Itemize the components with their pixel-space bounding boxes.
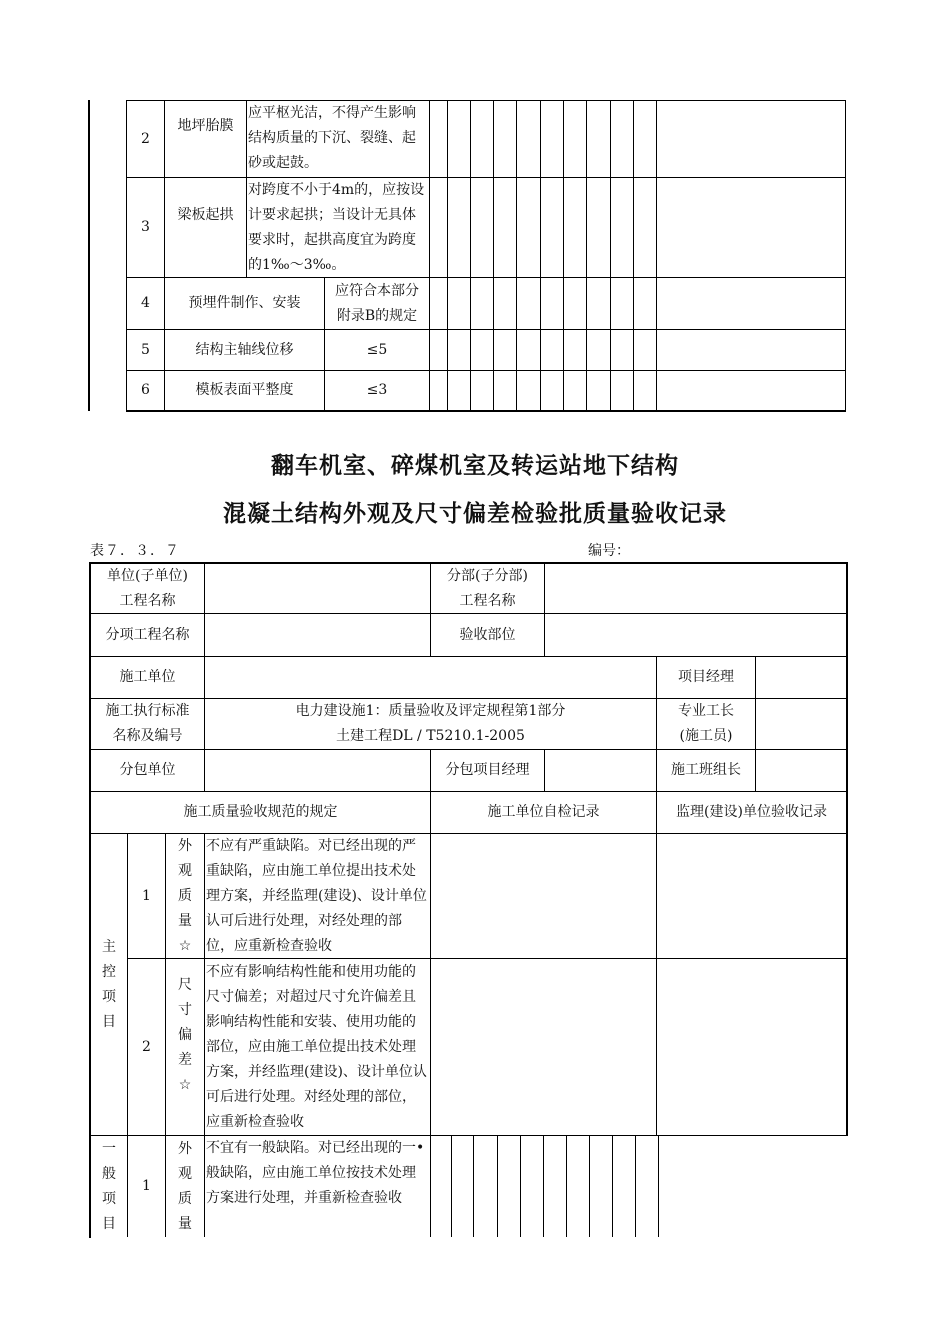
row-item: 模板表面平整度 (195, 382, 294, 398)
row-no: 3 (141, 219, 150, 235)
name-char: 量 (178, 912, 192, 929)
group-char: 般 (102, 1165, 116, 1182)
general-item-name (166, 1136, 204, 1237)
main-item-self-check[interactable] (431, 959, 656, 1135)
unit-project-label-line-1: 单位(子单位) (107, 567, 188, 584)
main-item-supervision[interactable] (657, 834, 846, 958)
subcontract-pm-label: 分包项目经理 (445, 762, 530, 778)
row-requirement: ≤3 (366, 382, 388, 398)
construction-unit-value[interactable] (205, 657, 656, 698)
name-char: 外 (178, 837, 192, 854)
name-char: ☆ (178, 937, 192, 954)
supervision-header: 监理(建设)单位验收记录 (676, 804, 827, 820)
project-manager-label: 项目经理 (678, 669, 734, 685)
row-item: 梁板起拱 (177, 207, 234, 223)
row-item: 预埋件制作、安装 (188, 295, 301, 311)
table-number: 表７．３．７ (90, 543, 180, 559)
name-char: 寸 (178, 1001, 192, 1018)
unit-project-label (91, 564, 204, 613)
main-item-name (166, 834, 204, 958)
subcontract-pm-value[interactable] (545, 750, 656, 791)
name-char: 偏 (178, 1026, 192, 1043)
team-leader-value[interactable] (756, 750, 846, 791)
row-no: 5 (141, 341, 150, 358)
group-char: 目 (102, 1013, 116, 1030)
main-control-group-label (91, 834, 127, 1135)
row-item: 结构主轴线位移 (195, 341, 294, 358)
row-item: 地坪胎膜 (177, 117, 234, 134)
team-leader-label: 施工班组长 (671, 762, 741, 778)
row-requirement: 应平枢光洁，不得产生影响结构质量的下沉、裂缝、起砂或起鼓。 (248, 105, 416, 171)
unit-project-label-line-2: 工程名称 (119, 592, 176, 609)
main-item-no: 2 (142, 1038, 151, 1055)
sub-project-label (431, 564, 544, 613)
foreman-label-line-1: 专业工长 (678, 703, 734, 719)
accept-part-value[interactable] (545, 614, 846, 656)
standard-label-line-1: 施工执行标准 (105, 703, 190, 719)
standard-value-line-2: 土建工程DL / T5210.1-2005 (336, 728, 525, 744)
row-requirement: 对跨度不小于4m的，应按设计要求起拱；当设计无具体要求时，起拱高度宜为跨度的1‰～3‰。 (248, 182, 425, 273)
name-char: 量 (178, 1215, 192, 1232)
group-char: 主 (102, 938, 116, 955)
accept-part-label: 验收部位 (459, 626, 516, 643)
standard-label (91, 699, 204, 749)
row-no: 4 (141, 295, 150, 311)
spec-header: 施工质量验收规范的规定 (183, 804, 338, 820)
project-manager-value[interactable] (756, 657, 846, 698)
main-item-no: 1 (142, 887, 151, 904)
name-char: 观 (178, 862, 192, 879)
subcontract-label: 分包单位 (119, 762, 176, 778)
name-char: 差 (178, 1051, 192, 1068)
general-item-requirement: 不宜有一般缺陷。对已经出现的一•般缺陷，应由施工单位按技术处理方案进行处理，并重新检查验收 (206, 1140, 425, 1206)
row-no: 2 (141, 130, 150, 147)
item-project-label: 分项工程名称 (105, 626, 190, 643)
row-requirement: ≤5 (366, 341, 388, 358)
name-char: 尺 (178, 976, 192, 993)
name-char: 质 (178, 887, 192, 904)
item-project-value[interactable] (205, 614, 430, 656)
main-item-requirement: 不应有影响结构性能和使用功能的尺寸偏差；对超过尺寸允许偏差且影响结构性能和安装、使用功能的部位，应由施工单位提出技术处理方案，并经监理(建设)、设计单位认可后进行处理。对经处理的部位，应重新检查验收 (206, 963, 427, 1130)
group-char: 项 (102, 1190, 116, 1207)
name-char: 观 (178, 1165, 192, 1182)
sub-project-label-line-2: 工程名称 (459, 592, 516, 609)
general-item-no: 1 (142, 1178, 151, 1194)
group-char: 目 (102, 1215, 116, 1232)
page-title-line-1: 翻车机室、碎煤机室及转运站地下结构 (271, 453, 679, 479)
standard-value (205, 699, 656, 749)
group-char: 控 (102, 963, 116, 980)
standard-value-line-1: 电力建设施1：质量验收及评定规程第1部分 (295, 703, 566, 719)
group-char: 项 (102, 988, 116, 1005)
group-char: 一 (102, 1140, 116, 1157)
unit-project-value[interactable] (205, 564, 430, 613)
name-char: ☆ (178, 1076, 192, 1093)
page-title-line-2: 混凝土结构外观及尺寸偏差检验批质量验收记录 (223, 501, 727, 527)
row-no: 6 (141, 382, 150, 398)
subcontract-value[interactable] (205, 750, 430, 791)
main-item-supervision[interactable] (657, 959, 846, 1135)
foreman-value[interactable] (756, 699, 846, 749)
name-char: 外 (178, 1140, 192, 1157)
sub-project-value[interactable] (545, 564, 846, 613)
sub-project-label-line-1: 分部(子分部) (447, 567, 528, 584)
standard-label-line-2: 名称及编号 (112, 728, 183, 744)
construction-unit-label: 施工单位 (119, 669, 176, 685)
foreman-label-line-2: (施工员) (679, 728, 733, 744)
main-item-self-check[interactable] (431, 834, 656, 958)
self-check-header: 施工单位自检记录 (487, 804, 600, 820)
main-item-requirement: 不应有严重缺陷。对已经出现的严重缺陷，应由施工单位提出技术处理方案，并经监理(建设)、设计单位认可后进行处理，对经处理的部位，应重新检查验收 (206, 837, 427, 954)
foreman-label (657, 699, 755, 749)
main-item-name (166, 959, 204, 1135)
row-requirement: 应符合本部分附录B的规定 (335, 282, 419, 324)
general-group-label (91, 1136, 127, 1237)
serial-label: 编号： (588, 543, 630, 559)
name-char: 质 (178, 1190, 192, 1207)
